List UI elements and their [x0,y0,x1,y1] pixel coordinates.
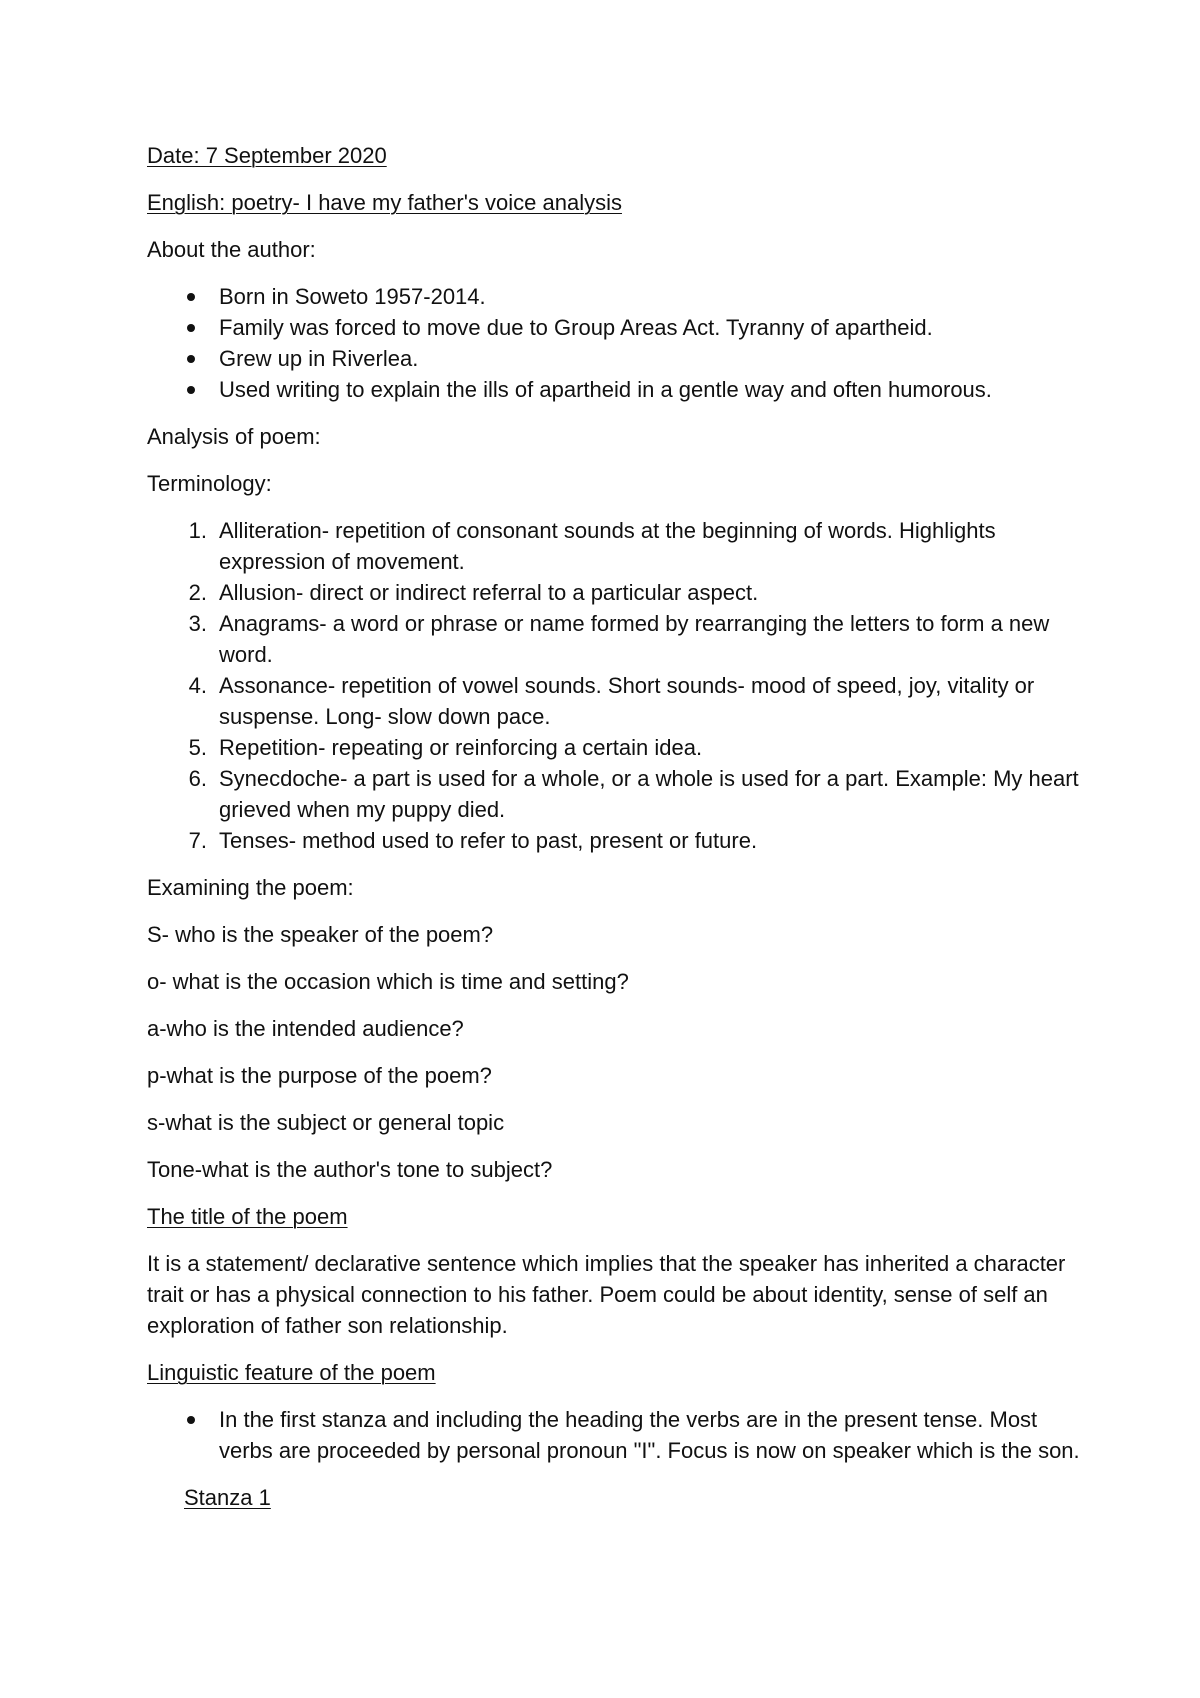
list-item [147,608,1087,670]
date-line: Date: 7 September 2020 [147,143,387,168]
about-author-heading: About the author: [147,237,316,262]
title-section-body: It is a statement/ declarative sentence which implies that the speaker has inherited a character trait or has a physical connection to his father. Poem could be about identity, sense of self an exploration of father son relationship. [147,1251,1066,1338]
list-item: Used writing to explain the ills of apartheid in a gentle way and often humorous. [147,374,1087,405]
list-item [147,763,1087,825]
stanza-heading: Stanza 1 [184,1485,271,1510]
soapstone-line: a-who is the intended audience? [147,1016,464,1041]
soapstone-line: o- what is the occasion which is time and setting? [147,969,629,994]
soapstone-line: p-what is the purpose of the poem? [147,1063,492,1088]
terminology-heading: Terminology: [147,471,272,496]
term-text: Anagrams- a word or phrase or name formed by rearranging the letters to form a new word. [219,611,1050,667]
linguistic-heading: Linguistic feature of the poem [147,1360,436,1385]
list-number: 6. [188,766,207,791]
list-number: 4. [188,673,207,698]
list-number: 1. [188,518,207,543]
linguistic-list [147,1404,1087,1466]
list-number: 3. [188,611,207,636]
term-text: Allusion- direct or indirect referral to a particular aspect. [219,580,759,605]
about-author-list [147,281,1087,405]
title-section-heading: The title of the poem [147,1204,348,1229]
soapstone-line: s-what is the subject or general topic [147,1110,505,1135]
document-title: English: poetry- I have my father's voice analysis [147,190,622,215]
list-item [147,515,1087,577]
term-text: Repetition- repeating or reinforcing a certain idea. [219,735,703,760]
term-text: Assonance- repetition of vowel sounds. Short sounds- mood of speed, joy, vitality or suspense. Long- slow down pace. [219,673,1035,729]
list-item [147,577,1087,608]
document-page [147,140,1087,1529]
list-item: Family was forced to move due to Group Areas Act. Tyranny of apartheid. [147,312,1087,343]
list-item: Grew up in Riverlea. [147,343,1087,374]
term-text: Alliteration- repetition of consonant sounds at the beginning of words. Highlights expression of movement. [219,518,996,574]
soapstone-line: S- who is the speaker of the poem? [147,922,494,947]
list-number: 5. [188,735,207,760]
term-text: Tenses- method used to refer to past, present or future. [219,828,758,853]
list-item: In the first stanza and including the heading the verbs are in the present tense. Most verbs are proceeded by personal pronoun "I". Focus is now on speaker which is the son. [147,1404,1087,1466]
list-number: 2. [188,580,207,605]
list-item [147,825,1087,856]
examining-heading: Examining the poem: [147,875,354,900]
list-item [147,670,1087,732]
term-text: Synecdoche- a part is used for a whole, or a whole is used for a part. Example: My heart grieved when my puppy died. [219,766,1079,822]
terminology-list [147,515,1087,856]
list-item: Born in Soweto 1957-2014. [147,281,1087,312]
analysis-heading: Analysis of poem: [147,424,321,449]
list-item [147,732,1087,763]
soapstone-line: Tone-what is the author's tone to subject? [147,1157,553,1182]
list-number: 7. [188,828,207,853]
